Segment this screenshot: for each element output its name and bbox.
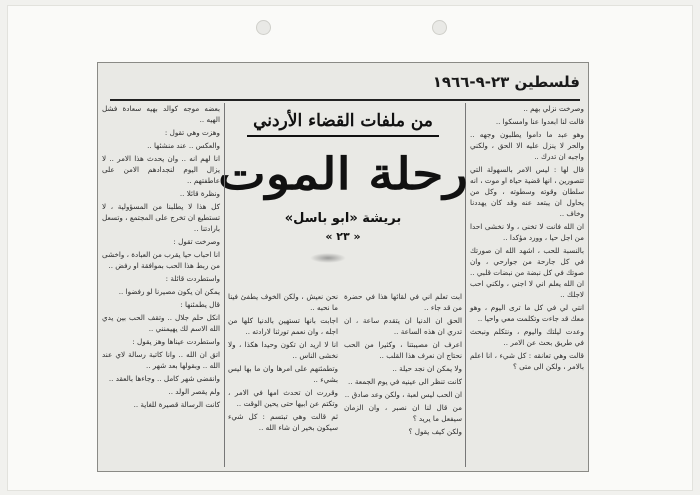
column-middle-right (344, 291, 462, 467)
newspaper-clipping (97, 62, 589, 472)
paragraph: ونظرة قائلا .. (179, 189, 220, 198)
column-middle-left (228, 291, 338, 467)
paragraph: بالنسبة للحب ، اشهد الله ان صورتك في كل جارحة من جوارحي ، وان صوتك في كل نبضة من نبضات قلبي .. ان الله يعلم اني لا اجني ، ولكني احب لاجلك .. (470, 246, 584, 299)
paragraph: انكل حلم جلال .. وتقف الحب بين يدي الله الاسم لك يهيمنني .. (102, 313, 220, 333)
column-right (465, 103, 584, 467)
dateline: فلسطين ٢٣-٩-١٩٦٦ (110, 65, 580, 101)
paragraph: وهو عبد ما داموا يطلبون وجهه .. والحر لا ينزل عليه الا الحق ، ولكني واجبه ان تدرك .. (470, 130, 584, 161)
ink-smudge (310, 253, 346, 263)
paragraph: وصرخت نزلي بهم .. (523, 104, 584, 113)
punch-hole-right (432, 20, 447, 35)
paragraph: ولا يمكن ان نجد حيلة .. (392, 364, 462, 373)
paragraph: قال لها : ليس الامر بالسهولة التي تتصورين ، انها قضية حياة او موت ، انه سلطان وقوته وسطوته ، وكل من يحاول ان يبتعد عنه وقد كان يهددنا وخاف .. (470, 165, 584, 218)
paragraph: ابت تعلم اني في لقائها هذا في حضرة من قد جاء .. (344, 292, 462, 312)
paragraph: يمكن ان يكون مصيرنا لو رفضوا .. (118, 287, 220, 296)
paragraph: قال يطمئنها : (180, 300, 220, 309)
paragraph: ان الحب ليس لعبة ، ولكن وعد صادق .. (344, 390, 462, 399)
paragraph: انا لا اريد ان تكون وحيدا هكذا ، ولا نخشى الناس .. (228, 340, 338, 360)
paragraph: كانت تنظر الى عينيه في يوم الجمعة .. (348, 377, 462, 386)
paragraph: اعرف ان مصيبتنا ، وكثيرا من الحب نحتاج ان نعرف هذا القلب .. (344, 340, 462, 360)
paragraph: وقررت ان تحدث امها في الامر ، وتكتم عن ابيها حتى يحين الوقت .. (228, 388, 338, 408)
paragraph: انا لهم انه .. وان يحدث هذا الامر .. لا يزال اليوم لنجدادهم الامن على عاطفتهم .. (102, 154, 220, 185)
paragraph: ان الله فانت لا تخنى ، ولا نخشى احدا من اجل حيا ، وورد مؤكدا .. (470, 222, 584, 242)
paragraph: وعدت ليلتك واليوم ، ونتكلم ونبحث في طريق بحث عن الامر .. (470, 327, 584, 347)
paragraph: والعكس .. عند منشئها .. (147, 141, 220, 150)
paragraph: اتق ان الله .. وانا كاتبة رسالة لاي عند الله .. وبقولها بعد شهر .. (102, 350, 220, 370)
part-number: « ٢٣ » (325, 230, 361, 243)
paragraph: كانت الرسالة قصيرة للغاية .. (133, 400, 220, 409)
paragraph: وصرخت تقول : (173, 237, 220, 246)
paragraph: من قال لنا ان نصبر ، وان الزمان سيفعل ما يريد ؟ (344, 403, 462, 423)
paragraph: وتطمئنهم على امرها وان ما بها ليس بشيء .. (228, 364, 338, 384)
paragraph: وهزت وهي تقول : (164, 128, 220, 137)
paragraph: انتي لي في كل ما ترى اليوم ، وهو معك قد جاءت وتكلمت معي واحيا .. (470, 303, 584, 323)
paragraph: كل هذا لا يطلبنا من المسؤولية ، لا تستطيع ان تخرج على المجتمع ، وتسعل بارادتنا .. (102, 202, 220, 233)
paragraph: ولكن كيف يقول ؟ (408, 427, 462, 436)
paragraph: قالت لنا ابعدوا عنا وامسكوا .. (495, 117, 584, 126)
paragraph: انا احباب حيا يقرب من العبادة ، واخشى من ربط هذا الحب بموافقة او رفض .. (102, 250, 220, 270)
paragraph: ثم قالت وهي تبتسم : كل شيء سيكون بخير ان شاء الله .. (228, 412, 338, 432)
punch-hole-left (256, 20, 271, 35)
paragraph: قالت وهي تعانقه : كل شيء ، انا اعلم بالامر ، ولكن الى متى ؟ (470, 351, 584, 371)
paragraph: نحن نعيش ، ولكن الخوف يطفئ فينا ما نحبه .. (228, 292, 338, 312)
column-left (102, 103, 225, 467)
paragraph: واستطردت عيناها وهز يقول : (132, 337, 220, 346)
paragraph: ولم يقصر الولد .. (168, 387, 220, 396)
main-title: رحلة الموت (218, 149, 468, 200)
paragraph: بعضه موجه كوالد بهيه سعادة فشل الهيه .. (102, 104, 220, 124)
byline: بريشة «ابو باسل» (284, 211, 402, 226)
paragraph: اجابت بانها تستهين بالدنيا كلها من اجله ، وان نعمم تورثنا لارادته .. (228, 316, 338, 336)
paragraph: واستطردت قائلة : (165, 274, 220, 283)
paragraph: الحق ان الدنيا ان يتقدم ساعة ، ان تدري ان هذه الساعة .. (344, 316, 462, 336)
kicker-title: من ملفات القضاء الأردني (247, 111, 439, 137)
paragraph: وانقضى شهر كامل .. وجاءها بالعقد .. (108, 374, 220, 383)
